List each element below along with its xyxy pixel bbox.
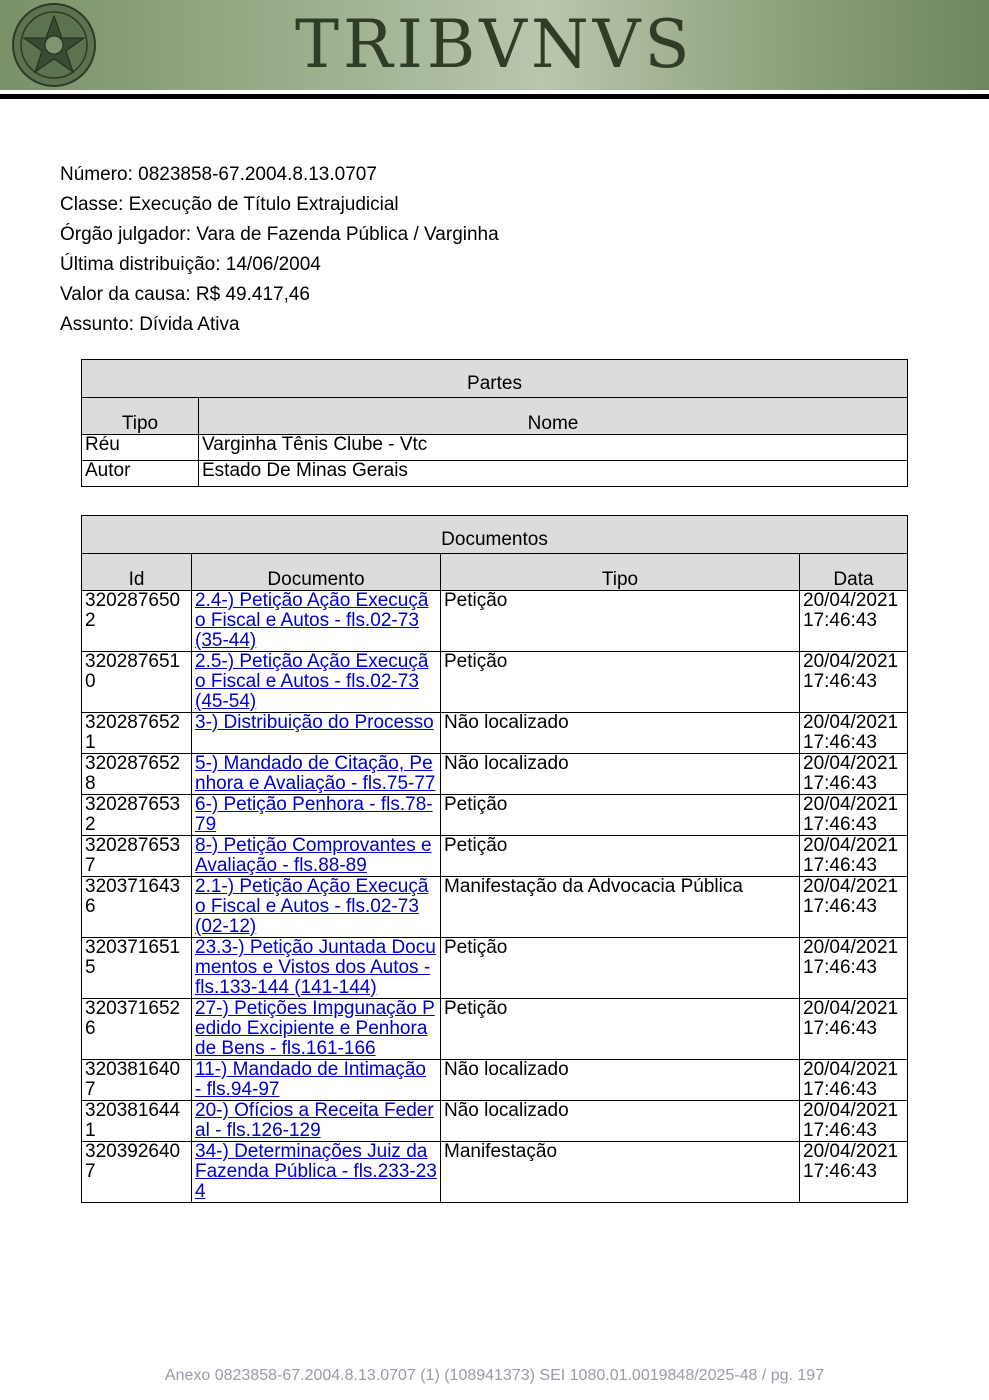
doc-tipo: Manifestação: [441, 1142, 800, 1203]
doc-id: 3203716515: [82, 938, 192, 999]
doc-id: 3203716526: [82, 999, 192, 1060]
documents-table: [81, 515, 908, 1203]
party-nome: Varginha Tênis Clube - Vtc: [199, 435, 908, 461]
doc-data: 20/04/2021 17:46:43: [800, 938, 908, 999]
table-row: [82, 938, 908, 999]
table-row: [82, 713, 908, 754]
doc-link[interactable]: 34-) Determinações Juiz da Fazenda Pública - fls.233-234: [195, 1141, 437, 1202]
doc-data: 20/04/2021 17:46:43: [800, 713, 908, 754]
party-tipo: Réu: [82, 435, 199, 461]
process-number: Número: 0823858-67.2004.8.13.0707: [60, 164, 377, 185]
parties-col-nome: Nome: [199, 398, 908, 435]
case-value: Valor da causa: R$ 49.417,46: [60, 284, 310, 305]
last-distribution: Última distribuição: 14/06/2004: [60, 254, 321, 275]
doc-id: 3202876510: [82, 652, 192, 713]
doc-link[interactable]: 5-) Mandado de Citação, Penhora e Avaliação - fls.75-77: [195, 753, 436, 794]
table-row: [82, 1101, 908, 1142]
case-subject: Assunto: Dívida Ativa: [60, 314, 240, 335]
parties-table: [81, 359, 908, 487]
table-row: [82, 836, 908, 877]
table-row: [82, 795, 908, 836]
coat-of-arms-seal-icon: [8, 2, 100, 88]
table-row: [82, 999, 908, 1060]
process-metadata: [60, 160, 499, 340]
doc-data: 20/04/2021 17:46:43: [800, 836, 908, 877]
doc-tipo: Petição: [441, 591, 800, 652]
doc-data: 20/04/2021 17:46:43: [800, 754, 908, 795]
doc-id: 3202876521: [82, 713, 192, 754]
doc-id: 3202876537: [82, 836, 192, 877]
doc-link[interactable]: 20-) Ofícios a Receita Federal - fls.126-129: [195, 1100, 434, 1141]
doc-tipo: Não localizado: [441, 713, 800, 754]
table-row: [82, 877, 908, 938]
doc-tipo: Manifestação da Advocacia Pública: [441, 877, 800, 938]
documents-col-tipo: Tipo: [441, 554, 800, 591]
table-row: [82, 1142, 908, 1203]
doc-data: 20/04/2021 17:46:43: [800, 1101, 908, 1142]
parties-col-tipo: Tipo: [82, 398, 199, 435]
doc-link[interactable]: 3-) Distribuição do Processo: [195, 712, 434, 733]
doc-data: 20/04/2021 17:46:43: [800, 652, 908, 713]
page-footer: Anexo 0823858-67.2004.8.13.0707 (1) (108941373) SEI 1080.01.0019848/2025-48 / pg. 197: [164, 1367, 825, 1384]
doc-id: 3202876532: [82, 795, 192, 836]
doc-data: 20/04/2021 17:46:43: [800, 591, 908, 652]
doc-tipo: Petição: [441, 938, 800, 999]
doc-link[interactable]: 2.1-) Petição Ação Execução Fiscal e Autos - fls.02-73 (02-12): [195, 876, 429, 937]
doc-data: 20/04/2021 17:46:43: [800, 1060, 908, 1101]
doc-id: 3202876502: [82, 591, 192, 652]
header-banner: [0, 0, 989, 90]
parties-caption: Partes: [82, 360, 908, 398]
doc-id: 3203816407: [82, 1060, 192, 1101]
documents-caption: Documentos: [82, 516, 908, 554]
table-row: [82, 461, 908, 487]
doc-id: 3202876528: [82, 754, 192, 795]
doc-tipo: Petição: [441, 795, 800, 836]
table-row: [82, 652, 908, 713]
doc-link[interactable]: 27-) Petições Impgunação Pedido Excipiente e Penhora de Bens - fls.161-166: [195, 998, 435, 1059]
doc-tipo: Petição: [441, 652, 800, 713]
documents-col-data: Data: [800, 554, 908, 591]
process-class: Classe: Execução de Título Extrajudicial: [60, 194, 399, 215]
party-nome: Estado De Minas Gerais: [199, 461, 908, 487]
header-divider: [0, 94, 989, 99]
doc-link[interactable]: 23.3-) Petição Juntada Documentos e Vistos dos Autos - fls.133-144 (141-144): [195, 937, 436, 998]
doc-tipo: Petição: [441, 836, 800, 877]
documents-col-id: Id: [82, 554, 192, 591]
doc-link[interactable]: 6-) Petição Penhora - fls.78-79: [195, 794, 433, 835]
party-tipo: Autor: [82, 461, 199, 487]
doc-link[interactable]: 2.4-) Petição Ação Execução Fiscal e Autos - fls.02-73 (35-44): [195, 590, 429, 651]
judging-body: Órgão julgador: Vara de Fazenda Pública / Varginha: [60, 224, 499, 245]
doc-data: 20/04/2021 17:46:43: [800, 795, 908, 836]
doc-data: 20/04/2021 17:46:43: [800, 1142, 908, 1203]
documents-col-documento: Documento: [192, 554, 441, 591]
doc-tipo: Não localizado: [441, 1060, 800, 1101]
doc-id: 3203926407: [82, 1142, 192, 1203]
tribunal-logo: TRIBVNVS: [295, 6, 694, 83]
table-row: [82, 435, 908, 461]
doc-id: 3203716436: [82, 877, 192, 938]
doc-data: 20/04/2021 17:46:43: [800, 999, 908, 1060]
doc-id: 3203816441: [82, 1101, 192, 1142]
doc-link[interactable]: 11-) Mandado de Intimação - fls.94-97: [195, 1059, 426, 1100]
doc-tipo: Petição: [441, 999, 800, 1060]
table-row: [82, 1060, 908, 1101]
doc-link[interactable]: 8-) Petição Comprovantes e Avaliação - fls.88-89: [195, 835, 432, 876]
table-row: [82, 754, 908, 795]
table-row: [82, 591, 908, 652]
doc-tipo: Não localizado: [441, 754, 800, 795]
doc-tipo: Não localizado: [441, 1101, 800, 1142]
doc-link[interactable]: 2.5-) Petição Ação Execução Fiscal e Autos - fls.02-73 (45-54): [195, 651, 429, 712]
doc-data: 20/04/2021 17:46:43: [800, 877, 908, 938]
